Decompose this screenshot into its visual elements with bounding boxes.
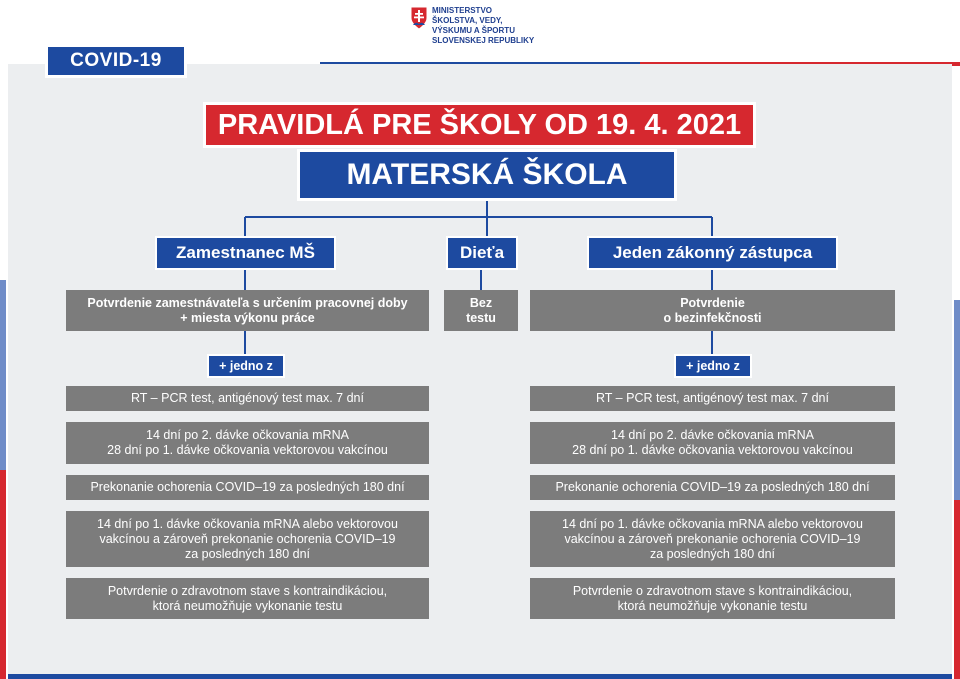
page-subtitle: MATERSKÁ ŠKOLA [297,149,677,201]
employee-option-vaccinated-recovered: 14 dní po 1. dávke očkovania mRNA alebo vektorovou vakcínou a zároveň prekonanie ochorenia COVID–19 za posledných 180 dní [66,511,429,567]
ministry-line-1: MINISTERSTVO [432,6,493,15]
employee-option-test: RT – PCR test, antigénový test max. 7 dní [66,386,429,411]
child-requirement: Bez testu [444,290,518,331]
header-child: Dieťa [446,236,518,270]
guardian-option-vaccinated-recovered: 14 dní po 1. dávke očkovania mRNA alebo vektorovou vakcínou a zároveň prekonanie ochorenia COVID–19 za posledných 180 dní [530,511,895,567]
ministry-line-3: VÝSKUMU A ŠPORTU [432,26,515,35]
employee-option-recovered: Prekonanie ochorenia COVID–19 za posledných 180 dní [66,475,429,500]
guardian-option-test: RT – PCR test, antigénový test max. 7 dní [530,386,895,411]
guardian-option-vaccination: 14 dní po 2. dávke očkovania mRNA 28 dní po 1. dávke očkovania vektorovou vakcínou [530,422,895,464]
guardian-requirement: Potvrdenie o bezinfekčnosti [530,290,895,331]
employee-plus-one-of: + jedno z [207,354,285,378]
employee-option-vaccination: 14 dní po 2. dávke očkovania mRNA 28 dní po 1. dávke očkovania vektorovou vakcínou [66,422,429,464]
header-guardian: Jeden zákonný zástupca [587,236,838,270]
employee-option-contraindication: Potvrdenie o zdravotnom stave s kontraindikáciou, ktorá neumožňuje vykonanie testu [66,578,429,619]
page-title: PRAVIDLÁ PRE ŠKOLY OD 19. 4. 2021 [203,102,756,148]
ministry-line-4: SLOVENSKEJ REPUBLIKY [432,36,535,45]
employee-requirement: Potvrdenie zamestnávateľa s určením pracovnej doby + miesta výkonu práce [66,290,429,331]
guardian-option-recovered: Prekonanie ochorenia COVID–19 za posledných 180 dní [530,475,895,500]
header-employee: Zamestnanec MŠ [155,236,336,270]
guardian-option-contraindication: Potvrdenie o zdravotnom stave s kontraindikáciou, ktorá neumožňuje vykonanie testu [530,578,895,619]
ministry-line-2: ŠKOLSTVA, VEDY, [432,16,503,25]
covid-tag: COVID-19 [45,44,187,78]
guardian-plus-one-of: + jedno z [674,354,752,378]
